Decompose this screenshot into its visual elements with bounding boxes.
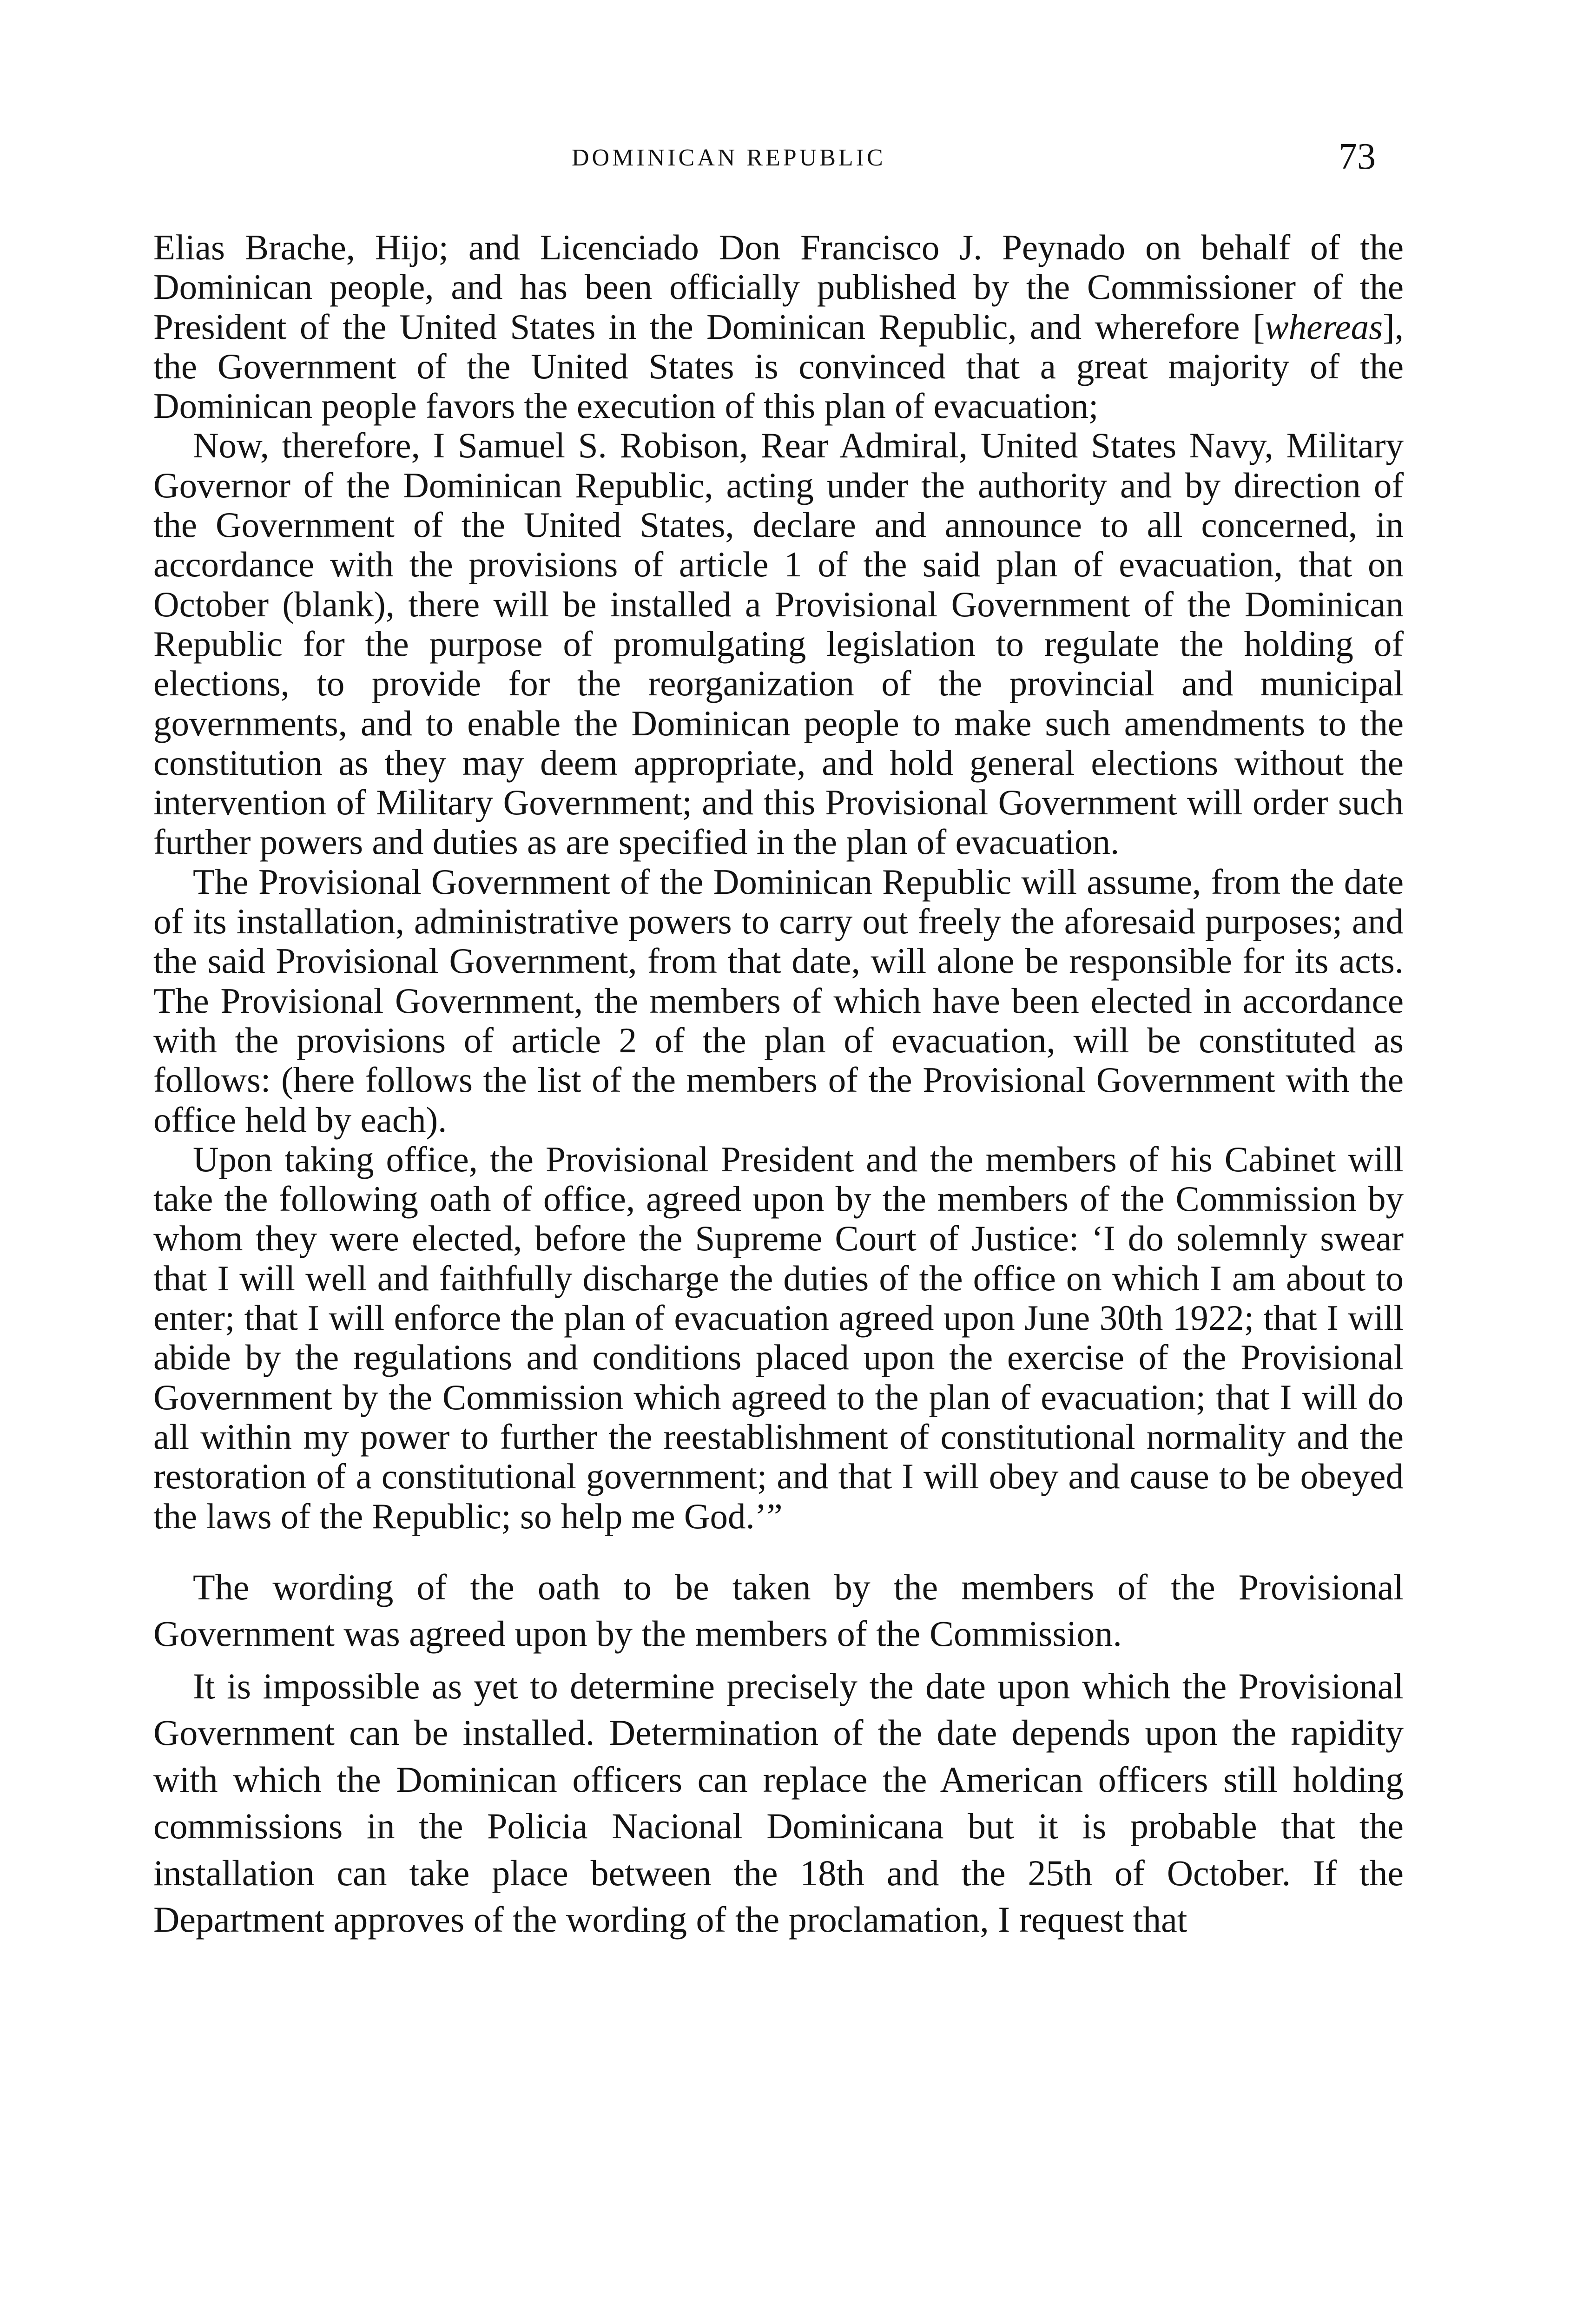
body-text bbox=[153, 1564, 1404, 1943]
quoted-paragraph-2: Now, therefore, I Samuel S. Robison, Rear Admiral, United States Navy, Military Governor of the Dominican Republic, acting under the authority and by direction of the Government of the United States, declare and announce to all concerned, in accordance with the provisions of article 1 of the said plan of evacuation, that on October (blank), there will be installed a Provisional Government of the Dominican Republic for the purpose of promulgating legislation to regulate the holding of elections, to provide for the reorganization of the provincial and municipal governments, and to enable the Dominican people to make such amendments to the constitution as they may deem appropriate, and hold general elections without the intervention of Military Government; and this Provisional Government will order such further powers and duties as are specified in the plan of evacuation. bbox=[153, 425, 1404, 862]
italic-term: whereas bbox=[1265, 306, 1383, 347]
quoted-paragraph-4: Upon taking office, the Provisional President and the members of his Cabinet will take the following oath of office, agreed upon by the members of the Commission by whom they were elected, before the Supreme Court of Justice: ‘I do solemnly swear that I will well and faithfully discharge the duties of the office on which I am about to enter; that I will enforce the plan of evacuation agreed upon June 30th 1922; that I will abide by the regulations and conditions placed upon the exercise of the Provisional Government by the Commission which agreed to the plan of evacuation; that I will do all within my power to further the reestablishment of constitutional normality and the restoration of a constitutional government; and that I will obey and cause to be obeyed the laws of the Republic; so help me God.’” bbox=[153, 1139, 1404, 1536]
body-paragraph-1: The wording of the oath to be taken by the members of the Provisional Government was agreed upon by the members of the Commission. bbox=[153, 1566, 1404, 1654]
page-number: 73 bbox=[1339, 136, 1376, 177]
running-head: DOMINICAN REPUBLIC bbox=[572, 145, 886, 171]
quoted-paragraph-3: The Provisional Government of the Dominican Republic will assume, from the date of its installation, administrative powers to carry out freely the aforesaid purposes; and the said Provisional Government, from that date, will alone be responsible for its acts. The Provisional Government, the members of which have been elected in accordance with the provisions of article 2 of the plan of evacuation, will be constituted as follows: (here follows the list of the members of the Provisional Government with the office held by each). bbox=[153, 861, 1404, 1140]
body-paragraph-2: It is impossible as yet to determine precisely the date upon which the Provisional Government can be installed. Determination of the date depends upon the rapidity with which the Dominican officers can replace the American officers still holding commissions in the Policia Nacional Dominicana but it is probable that the installation can take place between the 18th and the 25th of October. If the Department approves of the wording of the proclamation, I request that bbox=[153, 1665, 1404, 1940]
quoted-paragraph-1: Elias Brache, Hijo; and Licenciado Don Francisco J. Peynado on behalf of the Dominican people, and has been officially published by the Commissioner of the President of the United States in the Dominican Republic, and wherefore [whereas], the Government of the United States is convinced that a great majority of the Dominican people favors the execution of this plan of evacuation; bbox=[153, 227, 1404, 426]
quoted-proclamation bbox=[153, 228, 1404, 1536]
page-text bbox=[153, 228, 1404, 1943]
